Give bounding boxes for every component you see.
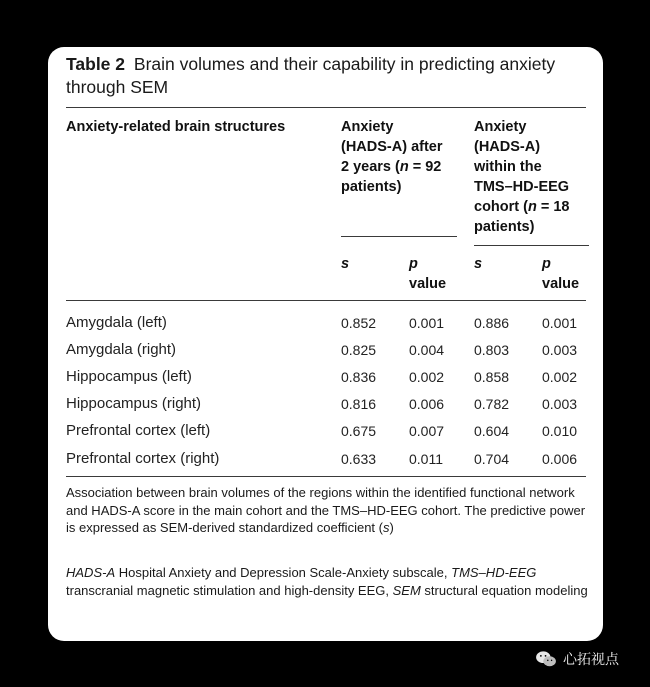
group1-line1: Anxiety [341, 119, 394, 135]
row-s-2years: 0.675 [341, 423, 377, 439]
group2-line2: (HADS-A) [474, 139, 541, 155]
row-s-2years: 0.836 [341, 369, 377, 385]
watermark-text: 心拓视点 [563, 651, 619, 667]
column-group-header-2years [341, 117, 466, 197]
group1-line2: (HADS-A) after [341, 139, 443, 155]
row-s-tms: 0.704 [474, 451, 510, 467]
row-p-2years: 0.002 [409, 369, 445, 385]
row-s-tms: 0.858 [474, 369, 510, 385]
wechat-icon [535, 650, 557, 668]
row-p-2years: 0.007 [409, 423, 445, 439]
column-header-structures: Anxiety-related brain structures [66, 119, 286, 135]
row-structure: Hippocampus (left) [66, 368, 192, 385]
row-s-tms: 0.886 [474, 315, 510, 331]
row-p-tms: 0.006 [542, 451, 578, 467]
table-footnote-description: Association between brain volumes of the regions within the identified functional network and HADS-A score in the main cohort and the TMS–HD-EEG cohort. The predictive power is expressed as SEM-derived standardized coefficient (s) [66, 485, 586, 535]
row-structure: Prefrontal cortex (left) [66, 422, 211, 439]
group1-line3: 2 years (n = 92 [341, 159, 442, 175]
row-structure: Amygdala (right) [66, 341, 177, 358]
table-footnote-abbreviations: HADS-A Hospital Anxiety and Depression Scale-Anxiety subscale, TMS–HD-EEG transcranial magnetic stimulation and high-density EEG, SEM structural equation modeling [66, 565, 588, 598]
row-s-tms: 0.604 [474, 423, 510, 439]
group2-line3: within the [474, 159, 542, 175]
row-structure: Amygdala (left) [66, 314, 167, 331]
group2-line1: Anxiety [474, 119, 527, 135]
table-title-text: Brain volumes and their capability in predicting anxiety through SEM [66, 54, 556, 97]
subheader-p-1: p value [409, 256, 447, 292]
row-p-tms: 0.001 [542, 315, 578, 331]
bottom-rule [66, 476, 586, 477]
row-s-tms: 0.782 [474, 396, 510, 412]
row-p-2years: 0.006 [409, 396, 445, 412]
row-s-tms: 0.803 [474, 342, 510, 358]
top-rule [66, 107, 586, 108]
column-group-header-tms-cohort [474, 117, 599, 237]
group2-line5: cohort (n = 18 [474, 199, 570, 215]
subheader-p-2: p value [542, 256, 580, 292]
header-bottom-rule [66, 300, 586, 301]
group1-rule [341, 236, 457, 237]
group2-line4: TMS–HD-EEG [474, 179, 570, 195]
group1-line4: patients) [341, 179, 402, 195]
row-structure: Hippocampus (right) [66, 395, 202, 412]
row-s-2years: 0.816 [341, 396, 377, 412]
table-card [48, 47, 603, 641]
row-p-tms: 0.010 [542, 423, 578, 439]
row-s-2years: 0.633 [341, 451, 377, 467]
subheader-s-2: s [474, 256, 483, 272]
row-p-tms: 0.003 [542, 396, 578, 412]
row-p-2years: 0.011 [409, 451, 443, 467]
row-s-2years: 0.825 [341, 342, 377, 358]
row-p-tms: 0.003 [542, 342, 578, 358]
watermark [535, 648, 619, 670]
table-number: Table 2 [66, 54, 126, 74]
table-title [66, 53, 596, 99]
row-p-tms: 0.002 [542, 369, 578, 385]
group2-line6: patients) [474, 219, 535, 235]
subheader-s-1: s [341, 256, 350, 272]
row-p-2years: 0.004 [409, 342, 445, 358]
row-s-2years: 0.852 [341, 315, 377, 331]
group2-rule [474, 245, 589, 246]
row-structure: Prefrontal cortex (right) [66, 450, 220, 467]
row-p-2years: 0.001 [409, 315, 445, 331]
